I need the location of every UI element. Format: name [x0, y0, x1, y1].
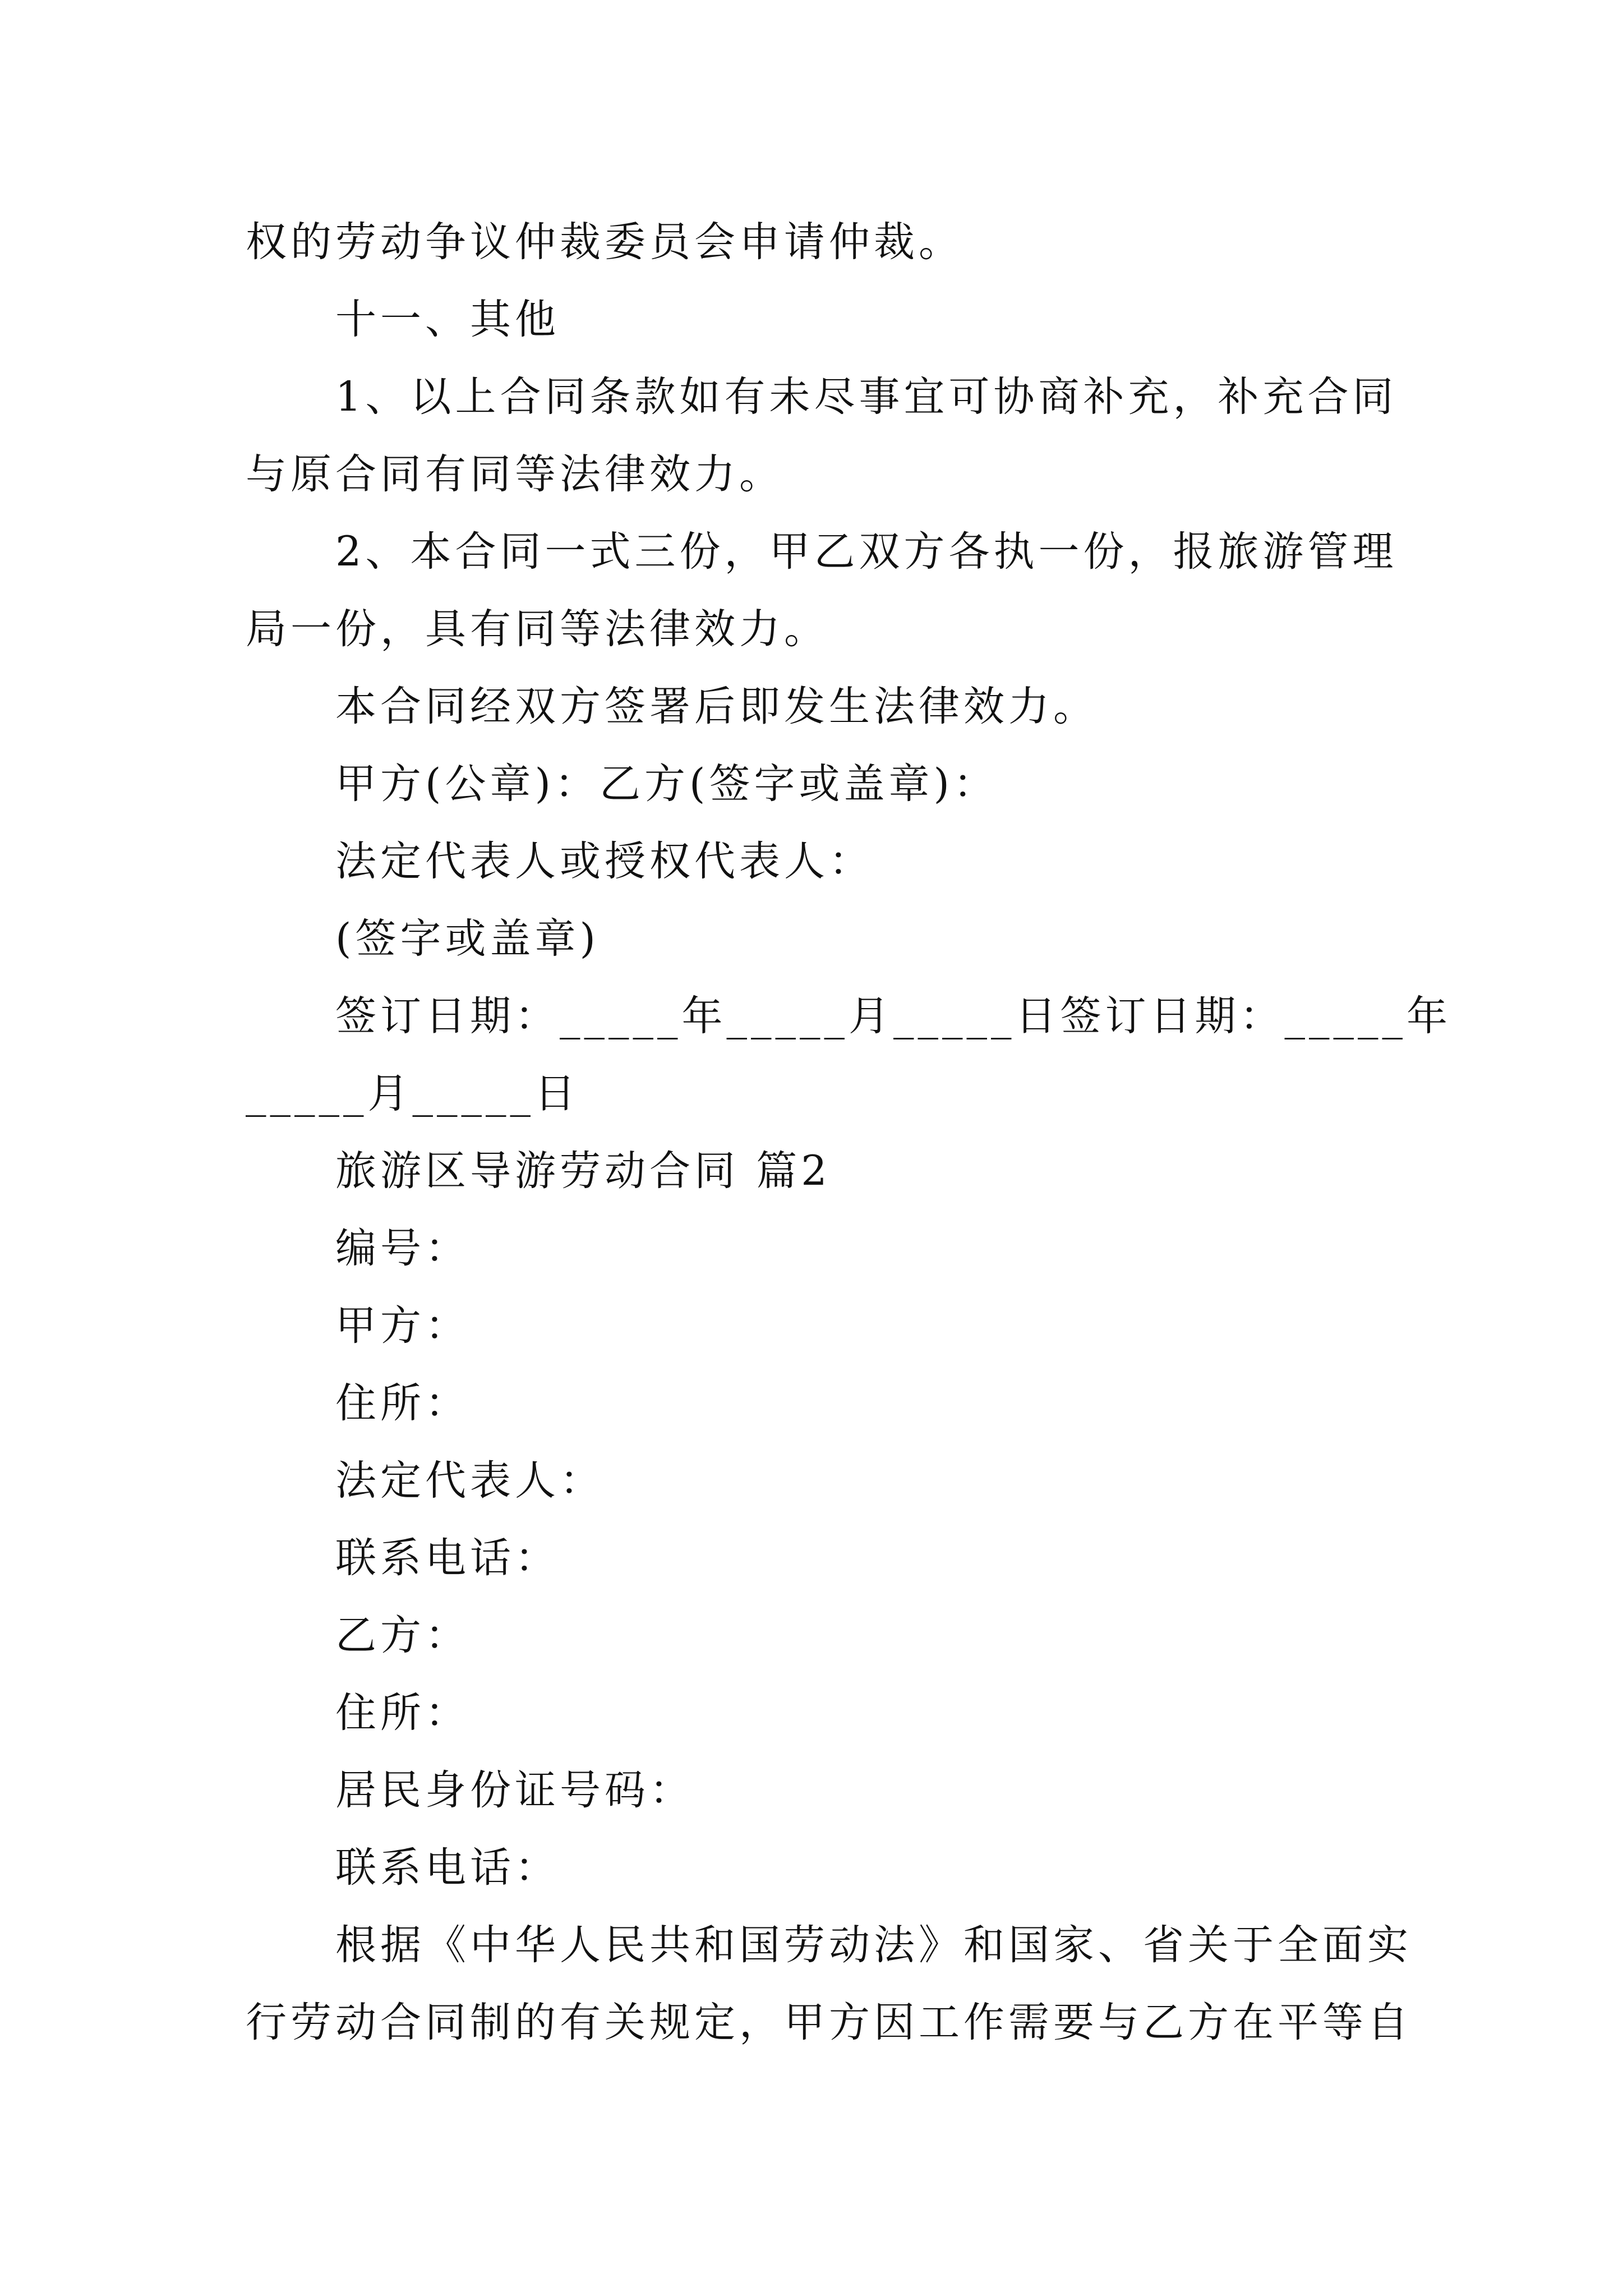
- preamble-line-2: 行劳动合同制的有关规定，甲方因工作需要与乙方在平等自: [246, 1999, 1412, 2046]
- preamble-line-1: 根据《中华人民共和国劳动法》和国家、省关于全面实: [335, 1921, 1412, 1969]
- signing-date-line-1: 签订日期：_____年_____月_____日签订日期：_____年: [335, 992, 1451, 1040]
- text-line-arbitration-end: 权的劳动争议仲裁委员会申请仲裁。: [246, 218, 963, 266]
- clause-1-line-2: 与原合同有同等法律效力。: [246, 450, 784, 498]
- legal-representative: 法定代表人或授权代表人：: [335, 838, 874, 885]
- clause-2-line-2: 局一份，具有同等法律效力。: [246, 605, 829, 653]
- contract-2-title: 旅游区导游劳动合同 篇2: [335, 1147, 831, 1195]
- field-party-b-address: 住所：: [335, 1689, 470, 1737]
- section-heading-other: 十一、其他: [335, 296, 560, 343]
- clause-2-line-1: 2、本合同一式三份，甲乙双方各执一份，报旅游管理: [335, 528, 1398, 576]
- signature-or-seal: (签字或盖章): [335, 915, 600, 963]
- field-party-b: 乙方：: [335, 1612, 470, 1659]
- field-party-a-phone: 联系电话：: [335, 1534, 560, 1582]
- field-party-a: 甲方：: [335, 1302, 470, 1350]
- field-party-b-phone: 联系电话：: [335, 1844, 560, 1892]
- field-party-a-address: 住所：: [335, 1379, 470, 1427]
- clause-1-line-1: 1、以上合同条款如有未尽事宜可协商补充，补充合同: [335, 373, 1398, 421]
- field-legal-representative: 法定代表人：: [335, 1457, 605, 1504]
- field-id-number: 居民身份证号码：: [335, 1766, 694, 1814]
- field-number: 编号：: [335, 1225, 470, 1272]
- effect-statement: 本合同经双方签署后即发生法律效力。: [335, 683, 1098, 730]
- signature-parties: 甲方(公章)：乙方(签字或盖章)：: [335, 760, 998, 808]
- signing-date-line-2: _____月_____日: [246, 1070, 579, 1117]
